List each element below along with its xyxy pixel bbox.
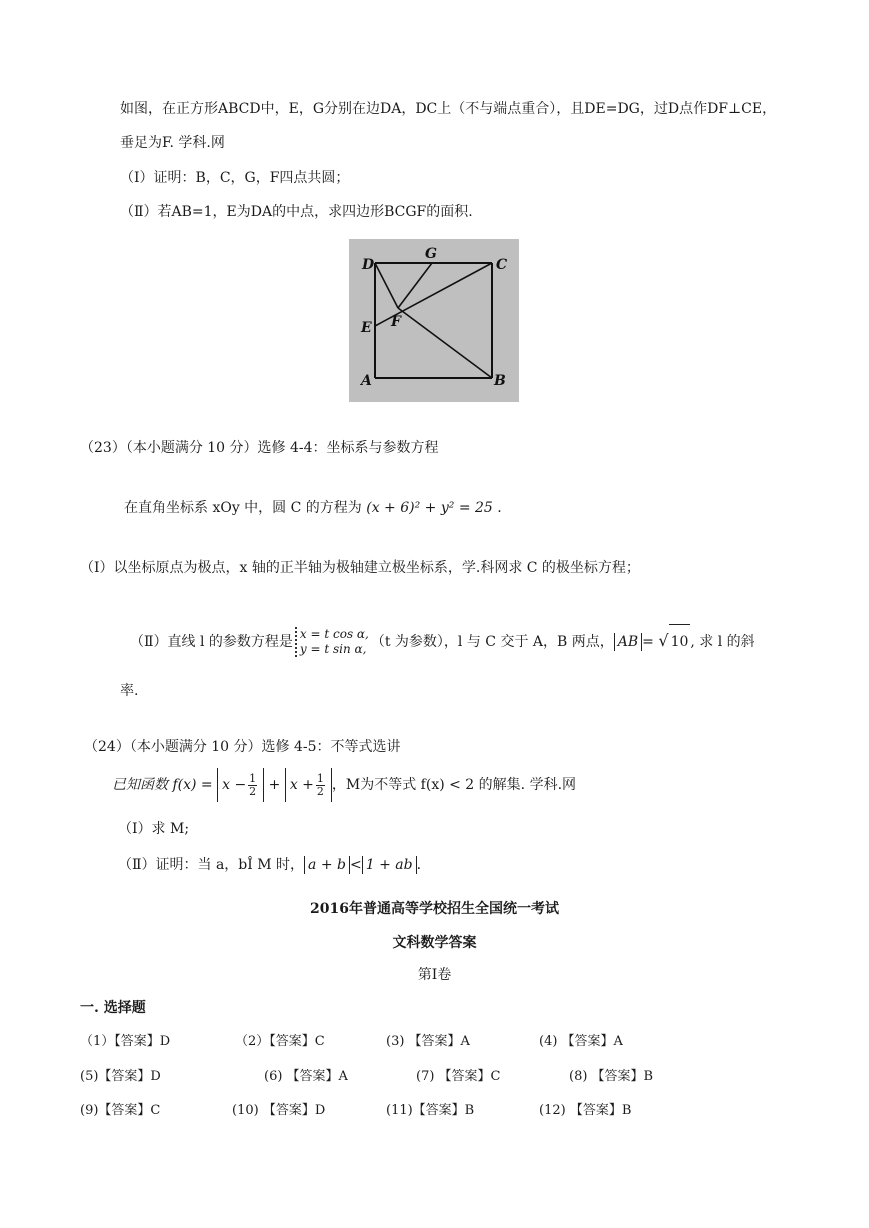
problem23-part2-suffix: , 求 l 的斜 — [690, 634, 755, 650]
problem24-part1: （Ⅰ）求 M; — [118, 821, 190, 837]
problem23-stem-suffix: . — [497, 500, 502, 516]
eq-sign: = — [642, 634, 654, 650]
label-b: B — [494, 373, 506, 389]
abs-ab: AB — [614, 633, 642, 651]
answer-item: (8) 【答案】B — [569, 1069, 654, 1084]
problem24-header: （24）（本小题满分 10 分）选修 4-5：不等式选讲 — [84, 739, 401, 755]
label-e: E — [361, 320, 372, 336]
problem23-part2-prefix: （Ⅱ）直线 l 的参数方程是 — [130, 634, 293, 650]
sqrt-symbol: √ — [658, 631, 669, 650]
label-c: C — [496, 257, 508, 273]
fraction-half-1 — [248, 773, 257, 798]
frac1-den: 2 — [249, 784, 257, 798]
answer-item: (5)【答案】D — [80, 1069, 161, 1084]
abs-1-plus-ab: 1 + ab — [362, 856, 417, 874]
param-y: y = t sin α, — [299, 642, 367, 656]
plus-sign: + — [268, 777, 281, 793]
circle-equation: (x + 6)² + y² = 25 — [366, 500, 493, 516]
geometry-figure — [349, 239, 519, 402]
problem24-stem — [112, 766, 576, 804]
answer-item: (9)【答案】C — [80, 1103, 161, 1118]
label-f: F — [391, 314, 401, 330]
problem22-intro-line1: 如图，在正方形ABCD中，E，G分别在边DA，DC上（不与端点重合），且DE=DG，过D点作DF⊥CE， — [120, 101, 777, 117]
problem24-part2-prefix: （Ⅱ）证明：当 a，bÎ M 时， — [118, 857, 305, 873]
problem23-part2-tail: 率. — [120, 683, 139, 699]
problem24-part2-suffix: . — [416, 857, 422, 873]
abs2-x: x + — [289, 777, 314, 793]
geometry-diagram — [349, 239, 519, 402]
frac2-den: 2 — [316, 784, 324, 798]
param-system — [295, 627, 369, 657]
problem23-stem — [124, 498, 502, 518]
problem22-intro-line2: 垂足为F. 学科.网 — [120, 135, 225, 151]
label-d: D — [362, 257, 375, 273]
problem24-part2 — [118, 855, 421, 875]
frac1-num: 1 — [249, 771, 257, 785]
label-a: A — [361, 373, 372, 389]
section-heading: 一. 选择题 — [80, 1000, 146, 1016]
problem23-part1: （Ⅰ）以坐标原点为极点，x 轴的正半轴为极轴建立极坐标系，学.科网求 C 的极坐标方程； — [80, 560, 640, 576]
problem23-header: （23）（本小题满分 10 分）选修 4-4：坐标系与参数方程 — [80, 440, 439, 456]
sqrt-value: 10 — [669, 624, 691, 659]
abs-term-2 — [285, 768, 332, 802]
answer-item: (6) 【答案】A — [264, 1069, 348, 1084]
answer-item: (3) 【答案】A — [386, 1034, 470, 1049]
answers-title: 2016年普通高等学校招生全国统一考试 — [310, 901, 559, 917]
answer-item: （2）【答案】C — [235, 1034, 325, 1049]
problem24-stem-suffix: ，M为不等式 f(x) < 2 的解集. 学科.网 — [331, 777, 577, 793]
abs1-x: x − — [222, 777, 247, 793]
problem24-stem-prefix: 已知函数 f(x) = — [112, 777, 213, 793]
lt-sign: < — [350, 857, 362, 873]
answer-item: （1）【答案】D — [80, 1034, 171, 1049]
param-x: x = t cos α, — [299, 627, 369, 641]
answers-volume: 第Ⅰ卷 — [417, 967, 452, 983]
answer-item: (7) 【答案】C — [416, 1069, 501, 1084]
frac2-num: 1 — [316, 771, 324, 785]
problem23-part2 — [130, 624, 755, 659]
answer-item: (12) 【答案】B — [539, 1103, 632, 1118]
problem22-part2: （Ⅱ）若AB=1，E为DA的中点，求四边形BCGF的面积. — [120, 204, 473, 220]
answer-item: (10) 【答案】D — [232, 1103, 326, 1118]
abs-term-1 — [217, 768, 264, 802]
fraction-half-2 — [316, 773, 325, 798]
abs-a-plus-b: a + b — [304, 856, 350, 874]
problem23-stem-prefix: 在直角坐标系 xOy 中，圆 C 的方程为 — [124, 500, 362, 516]
answer-item: (11)【答案】B — [386, 1103, 475, 1118]
label-g: G — [425, 246, 437, 262]
answers-subtitle: 文科数学答案 — [392, 935, 477, 951]
problem23-part2-mid: （t 为参数），l 与 C 交于 A，B 两点， — [370, 634, 614, 650]
problem22-part1: （Ⅰ）证明：B，C，G，F四点共圆； — [120, 170, 350, 186]
answer-item: (4) 【答案】A — [539, 1034, 623, 1049]
